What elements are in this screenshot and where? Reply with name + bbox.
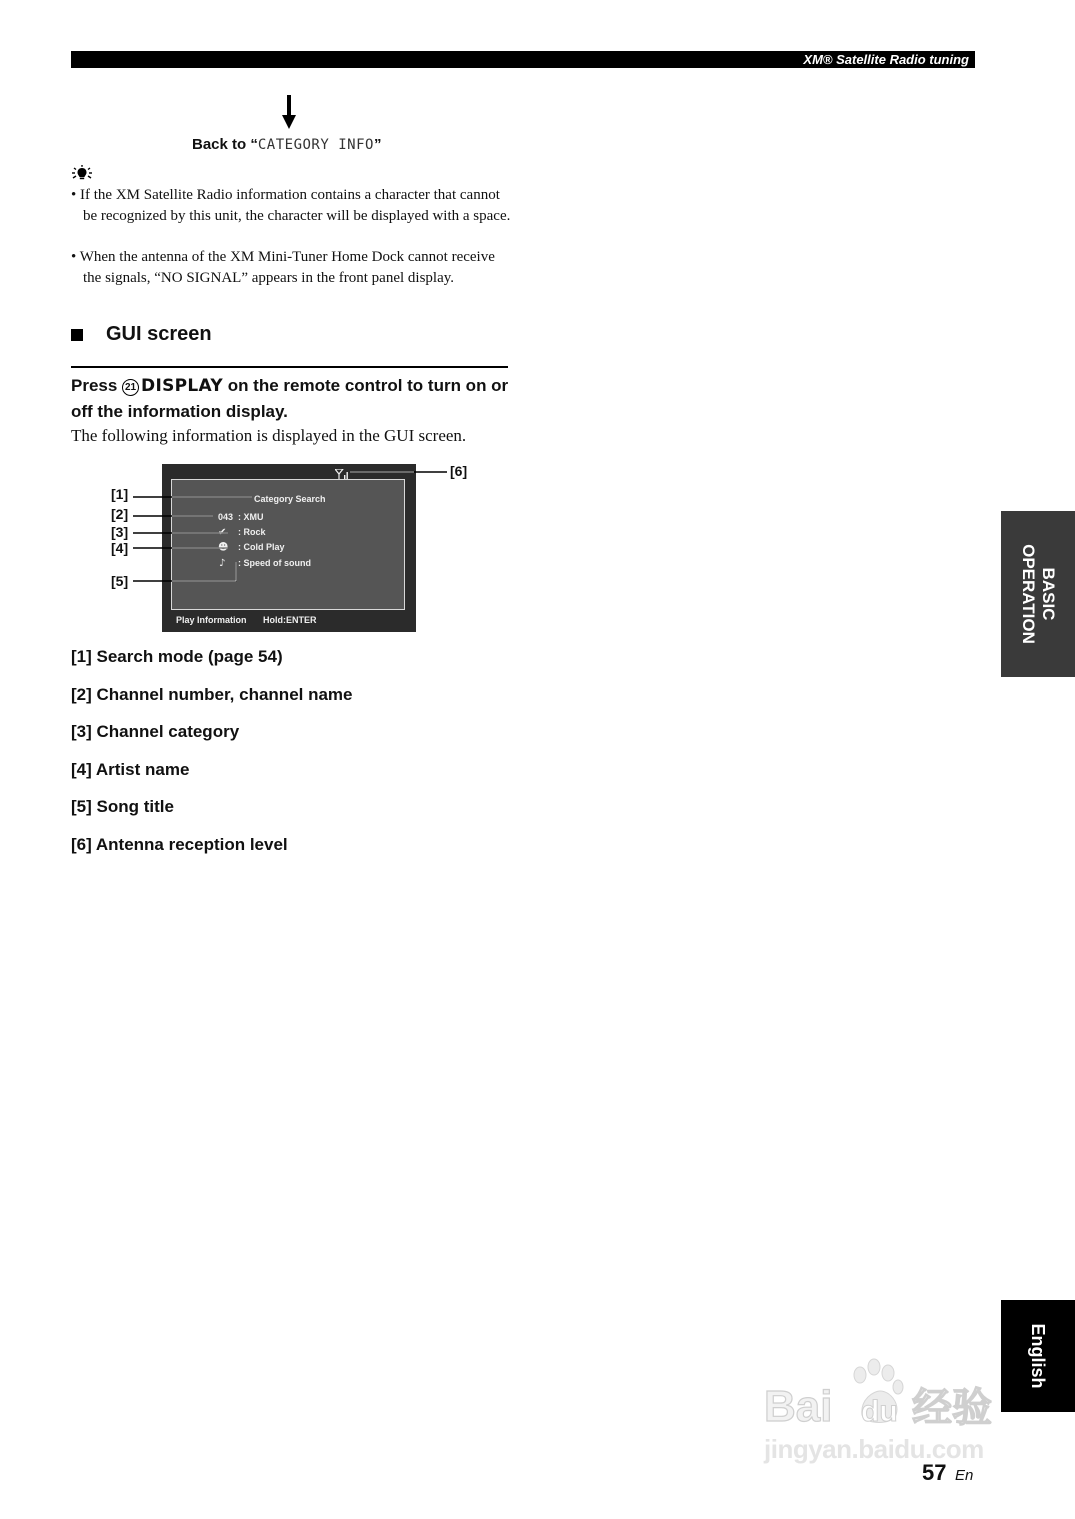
note-item: • When the antenna of the XM Mini-Tuner Home Dock cannot receive the signals, “NO SIGNAL” appears in the front panel display.: [71, 249, 495, 286]
callout-3: [3]: [111, 524, 129, 540]
gui-channel-name: : XMU: [238, 512, 264, 522]
section-marker-icon: [71, 329, 83, 341]
language-tab: [1001, 1300, 1075, 1412]
header-title: XM® Satellite Radio tuning: [803, 52, 969, 67]
callout-2: [2]: [111, 506, 129, 522]
button-number-badge: 21: [122, 379, 139, 396]
antenna-icon: [335, 469, 349, 479]
music-note-icon: ♪: [219, 558, 226, 569]
legend-item: [4] Artist name: [71, 760, 190, 779]
language-tab-label: English: [1028, 1323, 1048, 1389]
gui-song: : Speed of sound: [238, 558, 311, 568]
baidu-watermark-logo: [762, 1355, 1007, 1435]
page-language: En: [955, 1467, 974, 1484]
back-label: Back to “: [192, 136, 258, 153]
back-close: ”: [373, 136, 382, 153]
header-bar: [71, 51, 975, 68]
gui-info-panel: [171, 479, 405, 610]
gui-search-mode: Category Search: [254, 494, 326, 504]
instruction: [71, 373, 511, 424]
callout-5: [5]: [111, 573, 129, 589]
section-tab-line2: OPERATION: [1019, 544, 1038, 644]
gui-category: : Rock: [238, 527, 266, 537]
legend-item: [5] Song title: [71, 797, 174, 816]
instruction-post: on the remote control to turn on or off the information display.: [71, 376, 509, 421]
tip-lightbulb-icon: [71, 165, 93, 181]
instruction-pre: Press: [71, 376, 123, 395]
down-arrow-head-icon: [282, 115, 296, 129]
back-to-line: [192, 136, 381, 153]
callout-1: [1]: [111, 486, 129, 502]
svg-text:经验: 经验: [912, 1385, 992, 1431]
svg-text:du: du: [861, 1395, 898, 1428]
svg-text:Bai: Bai: [764, 1382, 833, 1431]
gui-artist: : Cold Play: [238, 542, 285, 552]
gui-footer-right: Hold:ENTER: [263, 615, 317, 625]
gui-screen-illustration: [162, 464, 416, 632]
legend-item: [1] Search mode (page 54): [71, 647, 283, 666]
section-divider: [71, 366, 508, 368]
section-tab-basic-operation: [1001, 511, 1075, 677]
page-number: 57: [922, 1460, 947, 1485]
artist-icon: ☻: [218, 542, 229, 553]
legend-item: [2] Channel number, channel name: [71, 685, 353, 704]
callout-4: [4]: [111, 540, 129, 556]
section-title: GUI screen: [106, 323, 212, 345]
watermark-url: jingyan.baidu.com: [764, 1434, 984, 1464]
legend-item: [3] Channel category: [71, 722, 240, 741]
callout-6: [6]: [450, 463, 468, 479]
gui-channel-number: 043: [218, 512, 234, 522]
legend-item: [6] Antenna reception level: [71, 835, 288, 854]
button-name: DISPLAY: [141, 376, 223, 396]
note-item: • If the XM Satellite Radio information contains a character that cannot be recognized by this unit, the character will be displayed with a space.: [71, 187, 511, 224]
guitar-icon: ✔: [218, 527, 227, 538]
down-arrow-icon: [287, 95, 291, 117]
gui-footer-left: Play Information: [176, 615, 247, 625]
description: The following information is displayed in the GUI screen.: [71, 426, 467, 445]
section-tab-line1: BASIC: [1039, 567, 1058, 621]
back-target: CATEGORY INFO: [257, 137, 374, 153]
